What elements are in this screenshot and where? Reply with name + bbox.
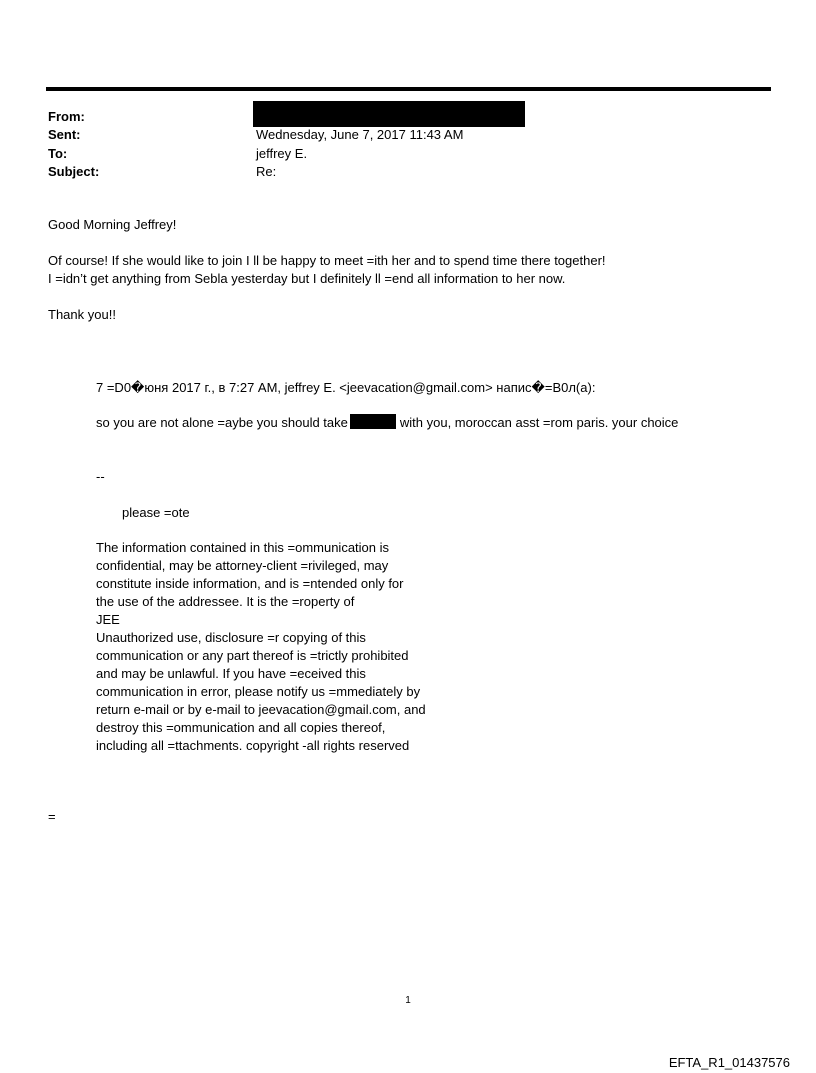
legal-line: the use of the addressee. It is the =roperty of <box>96 594 355 609</box>
body-line-2: I =idn’t get anything from Sebla yesterday but I definitely ll =end all information to her now. <box>48 271 566 286</box>
quoted-message <box>96 414 678 432</box>
legal-line: including all =ttachments. copyright -all rights reserved <box>96 738 410 753</box>
please-note: please =ote <box>122 505 190 520</box>
to-label: To: <box>48 146 68 161</box>
sent-value: Wednesday, June 7, 2017 11:43 AM <box>256 127 464 142</box>
inline-redaction <box>350 414 396 429</box>
document-id: EFTA_R1_01437576 <box>668 1055 790 1070</box>
legal-line: destroy this =ommunication and all copies thereof, <box>96 720 386 735</box>
quote-attribution: 7 =D0�юня 2017 г., в 7:27 AM, jeffrey E. <jeevacation@gmail.com> напис�=B0л(а): <box>96 380 596 395</box>
legal-line: Unauthorized use, disclosure =r copying of this <box>96 630 366 645</box>
greeting: Good Morning Jeffrey! <box>48 217 177 232</box>
thanks: Thank you!! <box>48 307 116 322</box>
body-line-1: Of course! If she would like to join I ll be happy to meet =ith her and to spend time there together! <box>48 253 606 268</box>
quoted-message-start: so you are not alone =aybe you should take <box>96 415 348 430</box>
legal-line: communication in error, please notify us =mmediately by <box>96 684 421 699</box>
quoted-message-end: with you, moroccan asst =rom paris. your choice <box>399 415 679 430</box>
legal-disclaimer <box>96 539 456 755</box>
sent-label: Sent: <box>48 127 81 142</box>
legal-line: JEE <box>96 612 120 627</box>
header-rule <box>46 87 771 91</box>
subject-label: Subject: <box>48 164 100 179</box>
signature-dashes: -- <box>96 469 105 484</box>
legal-line: confidential, may be attorney-client =rivileged, may <box>96 558 389 573</box>
trailer-equals: = <box>48 809 56 824</box>
legal-line: constitute inside information, and is =ntended only for <box>96 576 404 591</box>
to-value: jeffrey E. <box>256 146 308 161</box>
legal-line: return e-mail or by e-mail to jeevacation@gmail.com, and <box>96 702 426 717</box>
legal-line: The information contained in this =ommunication is <box>96 540 390 555</box>
legal-line: communication or any part thereof is =trictly prohibited <box>96 648 409 663</box>
subject-value: Re: <box>256 164 277 179</box>
from-label: From: <box>48 109 85 124</box>
redaction-block <box>253 101 525 127</box>
legal-line: and may be unlawful. If you have =eceived this <box>96 666 366 681</box>
page-number: 1 <box>405 995 411 1006</box>
